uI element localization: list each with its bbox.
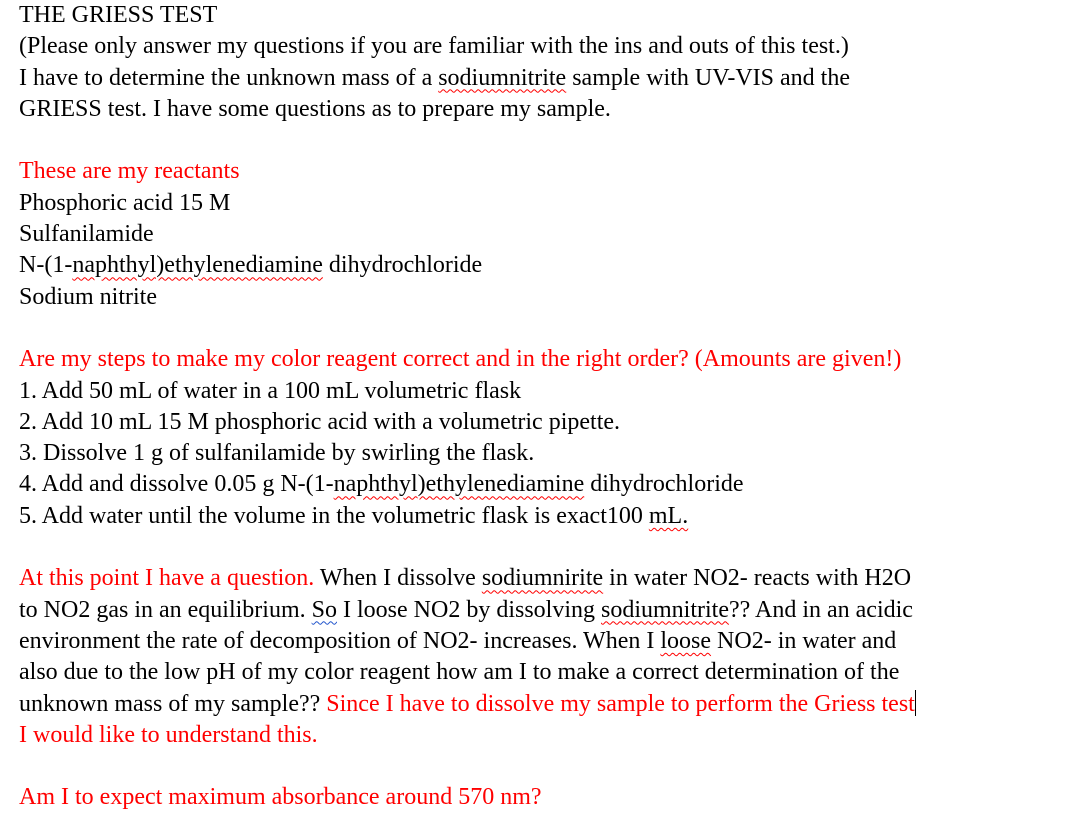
reactant-item: Sulfanilamide <box>19 221 154 248</box>
intro-line-1: (Please only answer my questions if you are familiar with the ins and outs of this test.) <box>19 33 849 60</box>
final-question: Am I to expect maximum absorbance around 570 nm? <box>19 784 542 811</box>
step-item: 5. Add water until the volume in the volumetric flask is exact100 mL. <box>19 502 689 529</box>
reactant-item: Sodium nitrite <box>19 283 157 310</box>
blank-line <box>19 313 1059 344</box>
question-line-4: also due to the low pH of my color reagent how am I to make a correct determination of the <box>19 659 900 686</box>
document-title: THE GRIESS TEST <box>19 2 218 28</box>
misspelled-word: sodiumnitrite <box>438 64 567 91</box>
step-item: 2. Add 10 mL 15 M phosphoric acid with a volumetric pipette. <box>19 408 621 435</box>
misspelled-word: loose <box>660 627 712 654</box>
misspelled-word: mL. <box>648 502 689 529</box>
reactant-item: Phosphoric acid 15 M <box>19 189 231 216</box>
intro-line-2: I have to determine the unknown mass of a sodiumnitrite sample with UV-VIS and the <box>19 64 850 91</box>
intro-line-3: GRIESS test. I have some questions as to prepare my sample. <box>19 95 611 122</box>
blank-line <box>19 751 1059 782</box>
step-item: 4. Add and dissolve 0.05 g N-(1-naphthyl)ethylenediamine dihydrochloride <box>19 471 744 498</box>
step-item: 1. Add 50 mL of water in a 100 mL volumetric flask <box>19 377 522 404</box>
question-line-2: to NO2 gas in an equilibrium. So I loose NO2 by dissolving sodiumnitrite?? And in an acidic <box>19 596 913 623</box>
misspelled-word: naphthyl)ethylenediamine <box>72 252 323 279</box>
misspelled-word: naphthyl)ethylenediamine <box>333 471 585 498</box>
step-item: 3. Dissolve 1 g of sulfanilamide by swirling the flask. <box>19 440 535 467</box>
grammar-flagged-word: So <box>311 596 337 623</box>
question-line-6: I would like to understand this. <box>19 721 318 748</box>
question-line-1: At this point I have a question. When I dissolve sodiumnirite in water NO2- reacts with H2O <box>19 565 912 592</box>
reactant-item: N-(1-naphthyl)ethylenediamine dihydrochloride <box>19 252 483 279</box>
reactants-heading: These are my reactants <box>19 158 240 185</box>
text-cursor <box>915 690 916 716</box>
steps-heading: Are my steps to make my color reagent correct and in the right order? (Amounts are given!) <box>19 346 902 373</box>
blank-line <box>19 532 1059 563</box>
question-line-5: unknown mass of my sample?? Since I have to dissolve my sample to perform the Griess test <box>19 690 915 717</box>
document-body[interactable] <box>19 0 1059 814</box>
question-line-3: environment the rate of decomposition of NO2- increases. When I loose NO2- in water and <box>19 627 897 654</box>
misspelled-word: sodiumnirite <box>481 565 604 592</box>
misspelled-word: sodiumnitrite <box>601 596 729 623</box>
blank-line <box>19 125 1059 156</box>
